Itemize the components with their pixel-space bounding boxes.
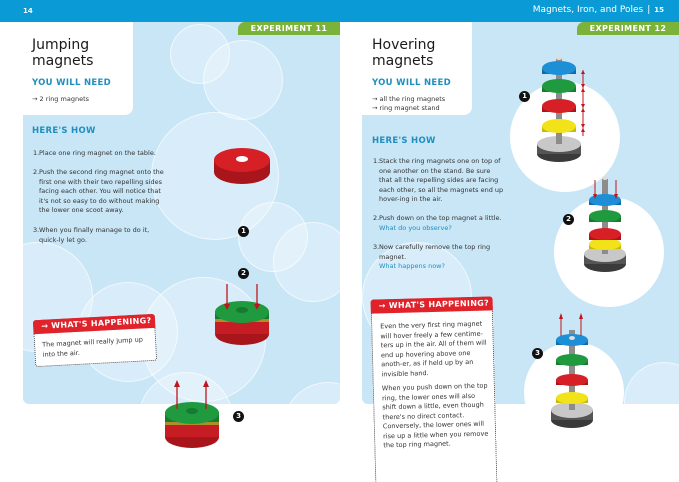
- step-text: Push down on the top magnet a little.: [379, 214, 502, 222]
- step-number: 1.: [373, 157, 380, 165]
- left-heres-how-heading: HERE'S HOW: [32, 126, 96, 136]
- left-need-item: → 2 ring magnets: [32, 95, 89, 103]
- left-title-line1: Jumping: [32, 37, 90, 53]
- left-step-3: [33, 226, 164, 245]
- left-title-line2: magnets: [32, 53, 94, 69]
- decor-bubble: [624, 362, 679, 404]
- step-text: Place one ring magnet on the table.: [39, 149, 156, 157]
- figure-badge-1: 1: [238, 226, 249, 237]
- figure-badge-1: 1: [519, 91, 530, 102]
- right-title: [372, 37, 435, 69]
- step-question: What happens now?: [379, 262, 445, 270]
- step-number: 3.: [33, 226, 40, 234]
- right-you-will-need-heading: YOU WILL NEED: [372, 78, 451, 88]
- right-need-item-1: → all the ring magnets: [372, 95, 446, 103]
- decor-bubble: [203, 40, 283, 120]
- hovering-magnets-stand-3: [548, 310, 598, 435]
- step-number: 2.: [373, 214, 380, 222]
- right-heres-how-heading: HERE'S HOW: [372, 136, 436, 146]
- figure-badge-2: 2: [563, 214, 574, 225]
- whats-happening-text: The magnet will really jump up into the air.: [41, 335, 144, 359]
- figure-badge-3: 3: [233, 411, 244, 422]
- header-bar: [0, 0, 679, 22]
- whats-happening-heading: → WHAT'S HAPPENING?: [371, 296, 493, 313]
- left-step-1: [33, 149, 169, 159]
- hovering-magnets-stand-1: [533, 54, 593, 169]
- running-head-separator: |: [647, 5, 651, 15]
- step-number: 2.: [33, 168, 40, 176]
- left-you-will-need-heading: YOU WILL NEED: [32, 78, 111, 88]
- page-number-right: 15: [654, 6, 664, 14]
- experiment-11-tab: EXPERIMENT 11: [238, 22, 340, 35]
- whats-happening-paragraph-1: Even the very first ring magnet will hover freely a few centime-ters up in the air. All of them will end up hovering above one anoth-er, as if held up by an invisible hand.: [380, 319, 487, 378]
- hovering-magnets-stand-2: [583, 176, 633, 276]
- figure-badge-3: 3: [532, 348, 543, 359]
- right-title-line1: Hovering: [372, 37, 436, 53]
- right-need-item-2: → ring magnet stand: [372, 104, 440, 112]
- red-ring-magnet-illustration: [200, 140, 300, 205]
- left-step-2: [33, 168, 164, 216]
- stacked-magnets-push-illustration: [205, 282, 285, 357]
- page-number-left: 14: [23, 7, 33, 15]
- right-title-line2: magnets: [372, 53, 434, 69]
- jumping-magnets-illustration: [160, 377, 240, 457]
- right-step-1: [373, 157, 504, 205]
- step-number: 3.: [373, 243, 380, 251]
- left-title: [32, 37, 93, 69]
- running-head: [533, 5, 664, 15]
- whats-happening-paragraph-2: When you push down on the top ring, the lower ones will also shift down a little, even though there's no direct contact. Conversely, the lower ones will rise up a little when you remove the top ring magnet.: [381, 381, 489, 450]
- decor-bubble: [283, 382, 340, 404]
- experiment-12-tab: EXPERIMENT 12: [577, 22, 679, 35]
- running-head-title: Magnets, Iron, and Poles: [532, 5, 644, 15]
- step-text: When you finally manage to do it, quick-ly let go.: [39, 226, 150, 244]
- right-whats-happening-box: [371, 296, 498, 482]
- step-text: Push the second ring magnet onto the first one with their two repelling sides facing each other. You will notice that it's not so easy to do without making the lower one scoot away.: [39, 168, 164, 214]
- step-text: Stack the ring magnets one on top of one another on the stand. Be sure that all the repelling sides are facing each other, so all the magnets end up hover-ing in the air.: [379, 157, 504, 203]
- right-step-3: [373, 243, 504, 272]
- step-number: 1.: [33, 149, 40, 157]
- figure-badge-2: 2: [238, 268, 249, 279]
- step-text: Now carefully remove the top ring magnet.: [379, 243, 491, 261]
- whats-happening-heading: → WHAT'S HAPPENING?: [33, 314, 156, 334]
- right-step-2: [373, 214, 504, 233]
- left-whats-happening-box: [33, 314, 157, 367]
- step-question: What do you observe?: [379, 223, 452, 232]
